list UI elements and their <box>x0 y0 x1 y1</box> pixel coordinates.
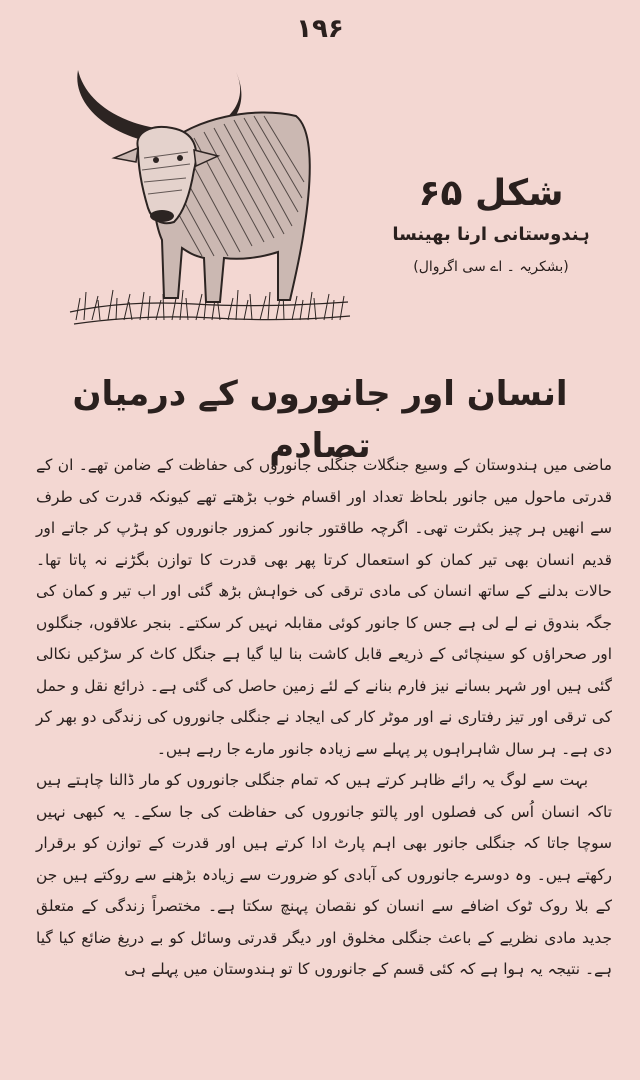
paragraph: ماضی میں ہندوستان کے وسیع جنگلات جنگلی جانوروں کی حفاظت کے ضامن تھے۔ ان کے قدرتی ماحول میں جانور بلحاظ تعداد اور اقسام خوب بڑھتے تھے کیونکہ قدرت کی طرف سے انھیں ہر چیز بکثرت تھی۔ اگرچہ طاقتور جانور کمزور جانوروں کو ہڑپ کر جاتے اور قدیم انسان بھی تیر کمان کو استعمال کرتا پھر بھی قدرت کا توازن بگڑنے نہ پاتا تھا۔ حالات بدلنے کے ساتھ انسان کی مادی ترقی کی خواہش بڑھ گئی اور اب تیر و کمان کی جگہ بندوق نے لے لی ہے جس کا جانور کوئی مقابلہ نہیں کر سکتے۔ بنجر علاقوں، جنگلوں اور صحراؤں کو سینچائی کے ذریعے قابل کاشت بنا لیا گیا ہے جنگل کاٹ کر سڑکیں نکالی گئی ہیں اور شہر بسانے نیز فارم بنانے کے لئے زمین حاصل کی گئی ہے۔ ذرائع نقل و حمل کی ترقی اور تیز رفتاری نے اور موٹر کار کی ایجاد نے جنگلی جانوروں کی زندگی دو بھر کر دی ہے۔ ہر سال شاہراہوں پر پہلے سے زیادہ جانور مارے جا رہے ہیں۔ <box>36 456 612 758</box>
section-heading: انسان اور جانوروں کے درمیان تصادم <box>72 374 568 466</box>
figure-title: شکل ۶۵ <box>418 173 564 214</box>
paragraph: بہت سے لوگ یہ رائے ظاہر کرتے ہیں کہ تمام جنگلی جانوروں کو مار ڈالنا چاہتے ہیں تاکہ انسان اُس کی فصلوں اور پالتو جانوروں کی حفاظت کی جا سکے۔ یہ کبھی نہیں سوچا جاتا کہ جنگلی جانور بھی اہم پارٹ ادا کرتے ہیں اور قدرت کے توازن کو برقرار رکھتے ہیں۔ وہ دوسرے جانوروں کی آبادی کو ضرورت سے زیادہ بڑھنے سے روکتے ہیں جن کے بلا روک ٹوک اضافے سے انسان کو نقصان پہنچ سکتا ہے۔ مختصراً زندگی کے متعلق جدید مادی نظریے کے باعث جنگلی مخلوق اور دیگر قدرتی وسائل کو بے دریغ ضائع کیا گیا ہے۔ نتیجہ یہ ہوا ہے کہ کئی قسم کے جانوروں کا تو ہندوستان میں پہلے ہی <box>36 771 612 978</box>
body-text <box>36 450 612 986</box>
figure-subtitle: ہندوستانی ارنا بھینسا <box>392 224 590 245</box>
figure-caption <box>388 170 594 282</box>
figure-credit: (بشکریہ ۔ اے سی اگروال) <box>413 259 569 275</box>
page-number: ۱۹۶ <box>296 14 344 44</box>
buffalo-illustration <box>64 62 354 330</box>
